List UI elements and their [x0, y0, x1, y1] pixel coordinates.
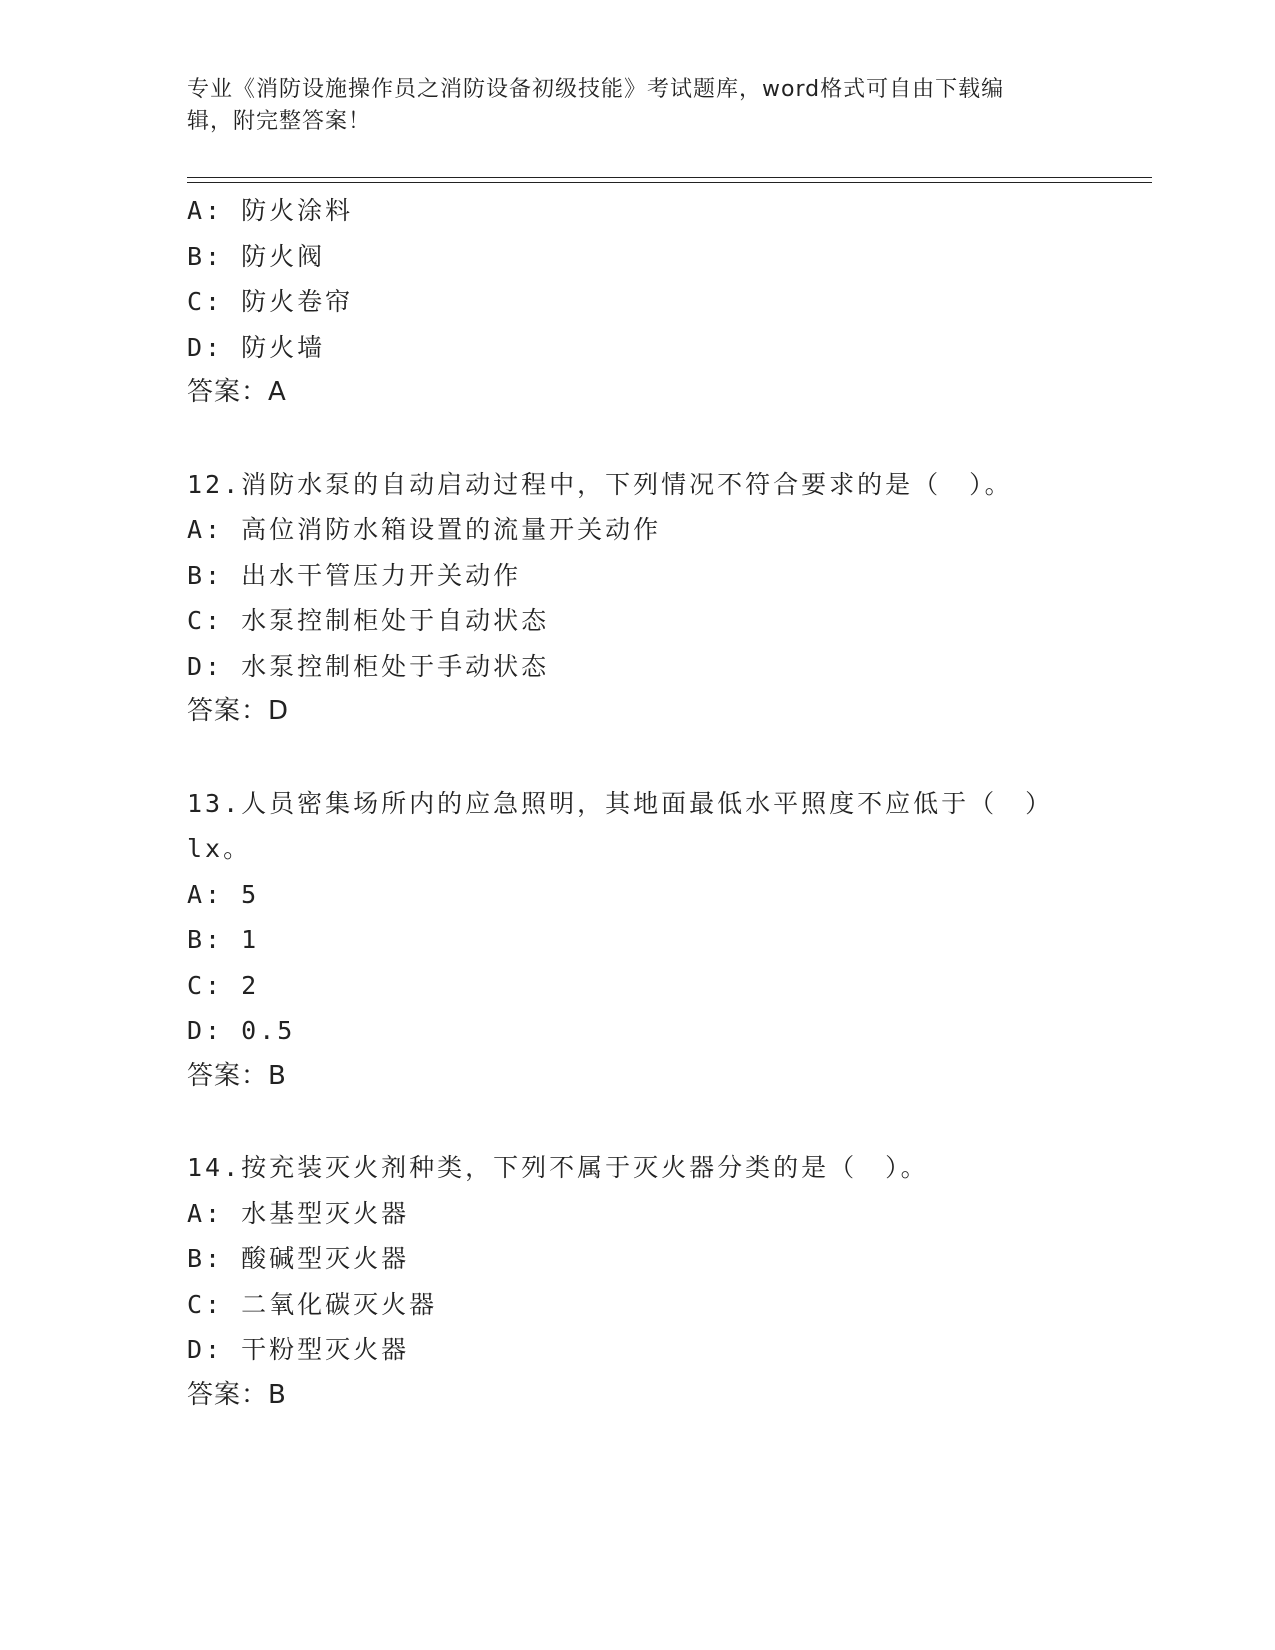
document-header: [187, 74, 1087, 138]
q12-option-c: C: 水泵控制柜处于自动状态: [187, 606, 550, 635]
q14-option-a: A: 水基型灭火器: [187, 1198, 410, 1228]
q12-answer: 答案：D: [187, 696, 290, 726]
q13-option-a: A: 5: [187, 879, 260, 909]
question-11-block: [187, 188, 1147, 416]
question-14-block: [187, 1145, 1147, 1418]
q14-option-c: C: 二氧化碳灭火器: [187, 1289, 438, 1319]
q13-answer: 答案：B: [187, 1060, 287, 1091]
q13-question-line-2: lx。: [187, 834, 252, 863]
q14-answer: 答案：B: [187, 1379, 287, 1410]
q13-option-d: D: 0.5: [187, 1016, 296, 1045]
q13-question-line-1: 13.人员密集场所内的应急照明，其地面最低水平照度不应低于（ ）: [187, 788, 1054, 818]
q11-answer: 答案：A: [187, 377, 287, 407]
q11-option-b: B: 防火阀: [187, 241, 326, 271]
q13-option-c: C: 2: [187, 970, 260, 1000]
q12-question: 12.消防水泵的自动启动过程中，下列情况不符合要求的是（ ）。: [187, 469, 1013, 499]
header-divider-top: [187, 177, 1152, 178]
header-divider-bottom: [187, 182, 1152, 183]
question-12-block: [187, 462, 1147, 735]
q11-option-c: C: 防火卷帘: [187, 287, 354, 316]
question-list: [187, 188, 1147, 1418]
question-13-block: [187, 781, 1147, 1100]
header-line-1: 专业《消防设施操作员之消防设备初级技能》考试题库，word格式可自由下载编: [187, 77, 1005, 102]
q14-option-d: D: 干粉型灭火器: [187, 1335, 410, 1364]
q14-question: 14.按充装灭火剂种类，下列不属于灭火器分类的是（ ）。: [187, 1153, 929, 1182]
q11-option-a: A: 防火涂料: [187, 196, 354, 225]
q12-option-b: B: 出水干管压力开关动作: [187, 560, 522, 590]
q12-option-a: A: 高位消防水箱设置的流量开关动作: [187, 515, 662, 544]
q11-option-d: D: 防火墙: [187, 332, 326, 362]
header-line-2: 辑，附完整答案！: [187, 109, 372, 134]
q12-option-d: D: 水泵控制柜处于手动状态: [187, 651, 550, 681]
q13-option-b: B: 1: [187, 925, 260, 954]
q14-option-b: B: 酸碱型灭火器: [187, 1244, 410, 1273]
